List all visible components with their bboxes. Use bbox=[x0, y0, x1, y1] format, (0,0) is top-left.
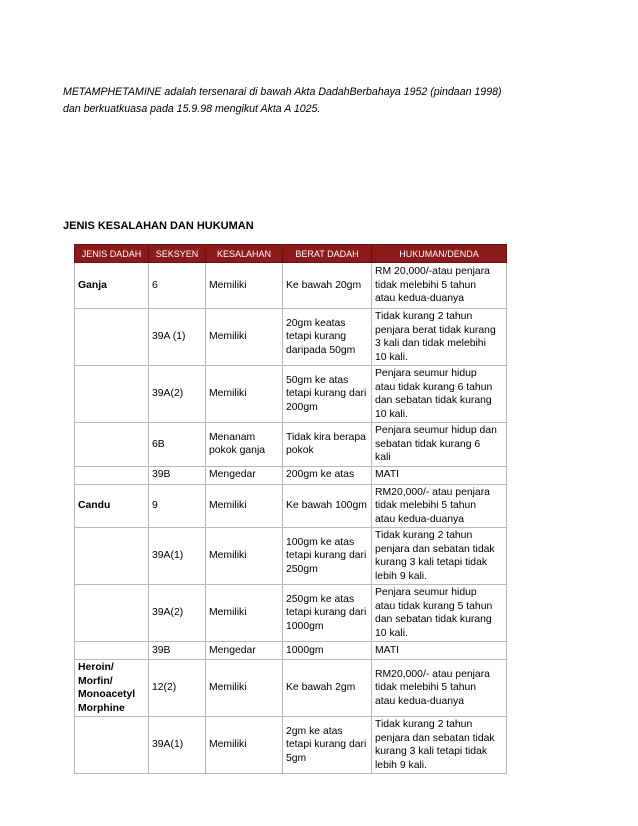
section-cell: 6 bbox=[149, 263, 206, 309]
offence-cell: Memiliki bbox=[206, 366, 283, 423]
penalty-cell: RM 20,000/-atau penjara tidak melebihi 5 tahun atau kedua-duanya bbox=[372, 263, 507, 309]
section-cell: 39A(2) bbox=[149, 585, 206, 642]
section-cell: 39B bbox=[149, 466, 206, 484]
drug-cell bbox=[75, 423, 149, 467]
weight-cell: 100gm ke atas tetapi kurang dari 250gm bbox=[283, 528, 372, 585]
offence-cell: Memiliki bbox=[206, 263, 283, 309]
weight-cell: 1000gm bbox=[283, 642, 372, 660]
drug-cell bbox=[75, 585, 149, 642]
penalty-cell: Penjara seumur hidup atau tidak kurang 5 tahun dan sebatan tidak kurang 10 kali. bbox=[372, 585, 507, 642]
section-cell: 39A(1) bbox=[149, 528, 206, 585]
penalty-cell: Penjara seumur hidup atau tidak kurang 6 tahun dan sebatan tidak kurang 10 kali. bbox=[372, 366, 507, 423]
offence-cell: Memiliki bbox=[206, 717, 283, 774]
section-cell: 39B bbox=[149, 642, 206, 660]
weight-cell: 50gm ke atas tetapi kurang dari 200gm bbox=[283, 366, 372, 423]
header-drug-type: JENIS DADAH bbox=[75, 245, 149, 263]
section-cell: 9 bbox=[149, 484, 206, 528]
section-cell: 39A(2) bbox=[149, 366, 206, 423]
offence-cell: Memiliki bbox=[206, 585, 283, 642]
table-row bbox=[75, 717, 507, 774]
table-header-row bbox=[75, 245, 507, 263]
weight-cell: 200gm ke atas bbox=[283, 466, 372, 484]
intro-paragraph: METAMPHETAMINE adalah tersenarai di bawah Akta DadahBerbahaya 1952 (pindaan 1998) dan berkuatkuasa pada 15.9.98 mengikut Akta A 1025. bbox=[63, 85, 502, 115]
drug-cell bbox=[75, 717, 149, 774]
weight-cell: Ke bawah 2gm bbox=[283, 660, 372, 717]
section-cell: 6B bbox=[149, 423, 206, 467]
penalty-cell: RM20,000/- atau penjara tidak melebihi 5 tahun atau kedua-duanya bbox=[372, 484, 507, 528]
table-row bbox=[75, 484, 507, 528]
table-row bbox=[75, 263, 507, 309]
weight-cell: Tidak kira berapa pokok bbox=[283, 423, 372, 467]
drug-cell: Candu bbox=[75, 484, 149, 528]
table-row bbox=[75, 660, 507, 717]
penalty-cell: RM20,000/- atau penjara tidak melebihi 5 tahun atau kedua-duanya bbox=[372, 660, 507, 717]
penalty-cell: Tidak kurang 2 tahun penjara dan sebatan tidak kurang 3 kali tetapi tidak lebih 9 kali. bbox=[372, 717, 507, 774]
table-row bbox=[75, 366, 507, 423]
offence-cell: Mengedar bbox=[206, 466, 283, 484]
offence-cell: Memiliki bbox=[206, 309, 283, 366]
header-section: SEKSYEN bbox=[149, 245, 206, 263]
section-title: JENIS KESALAHAN DAN HUKUMAN bbox=[63, 220, 254, 232]
header-drug-weight: BERAT DADAH bbox=[283, 245, 372, 263]
drug-cell bbox=[75, 466, 149, 484]
offence-cell: Menanam pokok ganja bbox=[206, 423, 283, 467]
penalty-cell: MATI bbox=[372, 466, 507, 484]
drug-cell: Heroin/ Morfin/ Monoacetyl Morphine bbox=[75, 660, 149, 717]
table-row bbox=[75, 642, 507, 660]
weight-cell: 20gm keatas tetapi kurang daripada 50gm bbox=[283, 309, 372, 366]
table-row bbox=[75, 466, 507, 484]
penalty-cell: Tidak kurang 2 tahun penjara berat tidak kurang 3 kali dan tidak melebihi 10 kali. bbox=[372, 309, 507, 366]
table-row bbox=[75, 528, 507, 585]
drug-cell bbox=[75, 528, 149, 585]
table-row bbox=[75, 423, 507, 467]
penalty-table bbox=[74, 244, 507, 774]
table-row bbox=[75, 309, 507, 366]
drug-cell: Ganja bbox=[75, 263, 149, 309]
section-cell: 39A(1) bbox=[149, 717, 206, 774]
header-offence: KESALAHAN bbox=[206, 245, 283, 263]
penalty-cell: Penjara seumur hidup dan sebatan tidak kurang 6 kali bbox=[372, 423, 507, 467]
drug-cell bbox=[75, 309, 149, 366]
offence-cell: Mengedar bbox=[206, 642, 283, 660]
drug-cell bbox=[75, 642, 149, 660]
offence-cell: Memiliki bbox=[206, 484, 283, 528]
weight-cell: 2gm ke atas tetapi kurang dari 5gm bbox=[283, 717, 372, 774]
section-cell: 12(2) bbox=[149, 660, 206, 717]
drug-cell bbox=[75, 366, 149, 423]
weight-cell: Ke bawah 20gm bbox=[283, 263, 372, 309]
offence-cell: Memiliki bbox=[206, 528, 283, 585]
table-row bbox=[75, 585, 507, 642]
offence-cell: Memiliki bbox=[206, 660, 283, 717]
weight-cell: Ke bawah 100gm bbox=[283, 484, 372, 528]
penalty-cell: Tidak kurang 2 tahun penjara dan sebatan tidak kurang 3 kali tetapi tidak lebih 9 kali. bbox=[372, 528, 507, 585]
weight-cell: 250gm ke atas tetapi kurang dari 1000gm bbox=[283, 585, 372, 642]
header-penalty: HUKUMAN/DENDA bbox=[372, 245, 507, 263]
penalty-cell: MATI bbox=[372, 642, 507, 660]
section-cell: 39A (1) bbox=[149, 309, 206, 366]
